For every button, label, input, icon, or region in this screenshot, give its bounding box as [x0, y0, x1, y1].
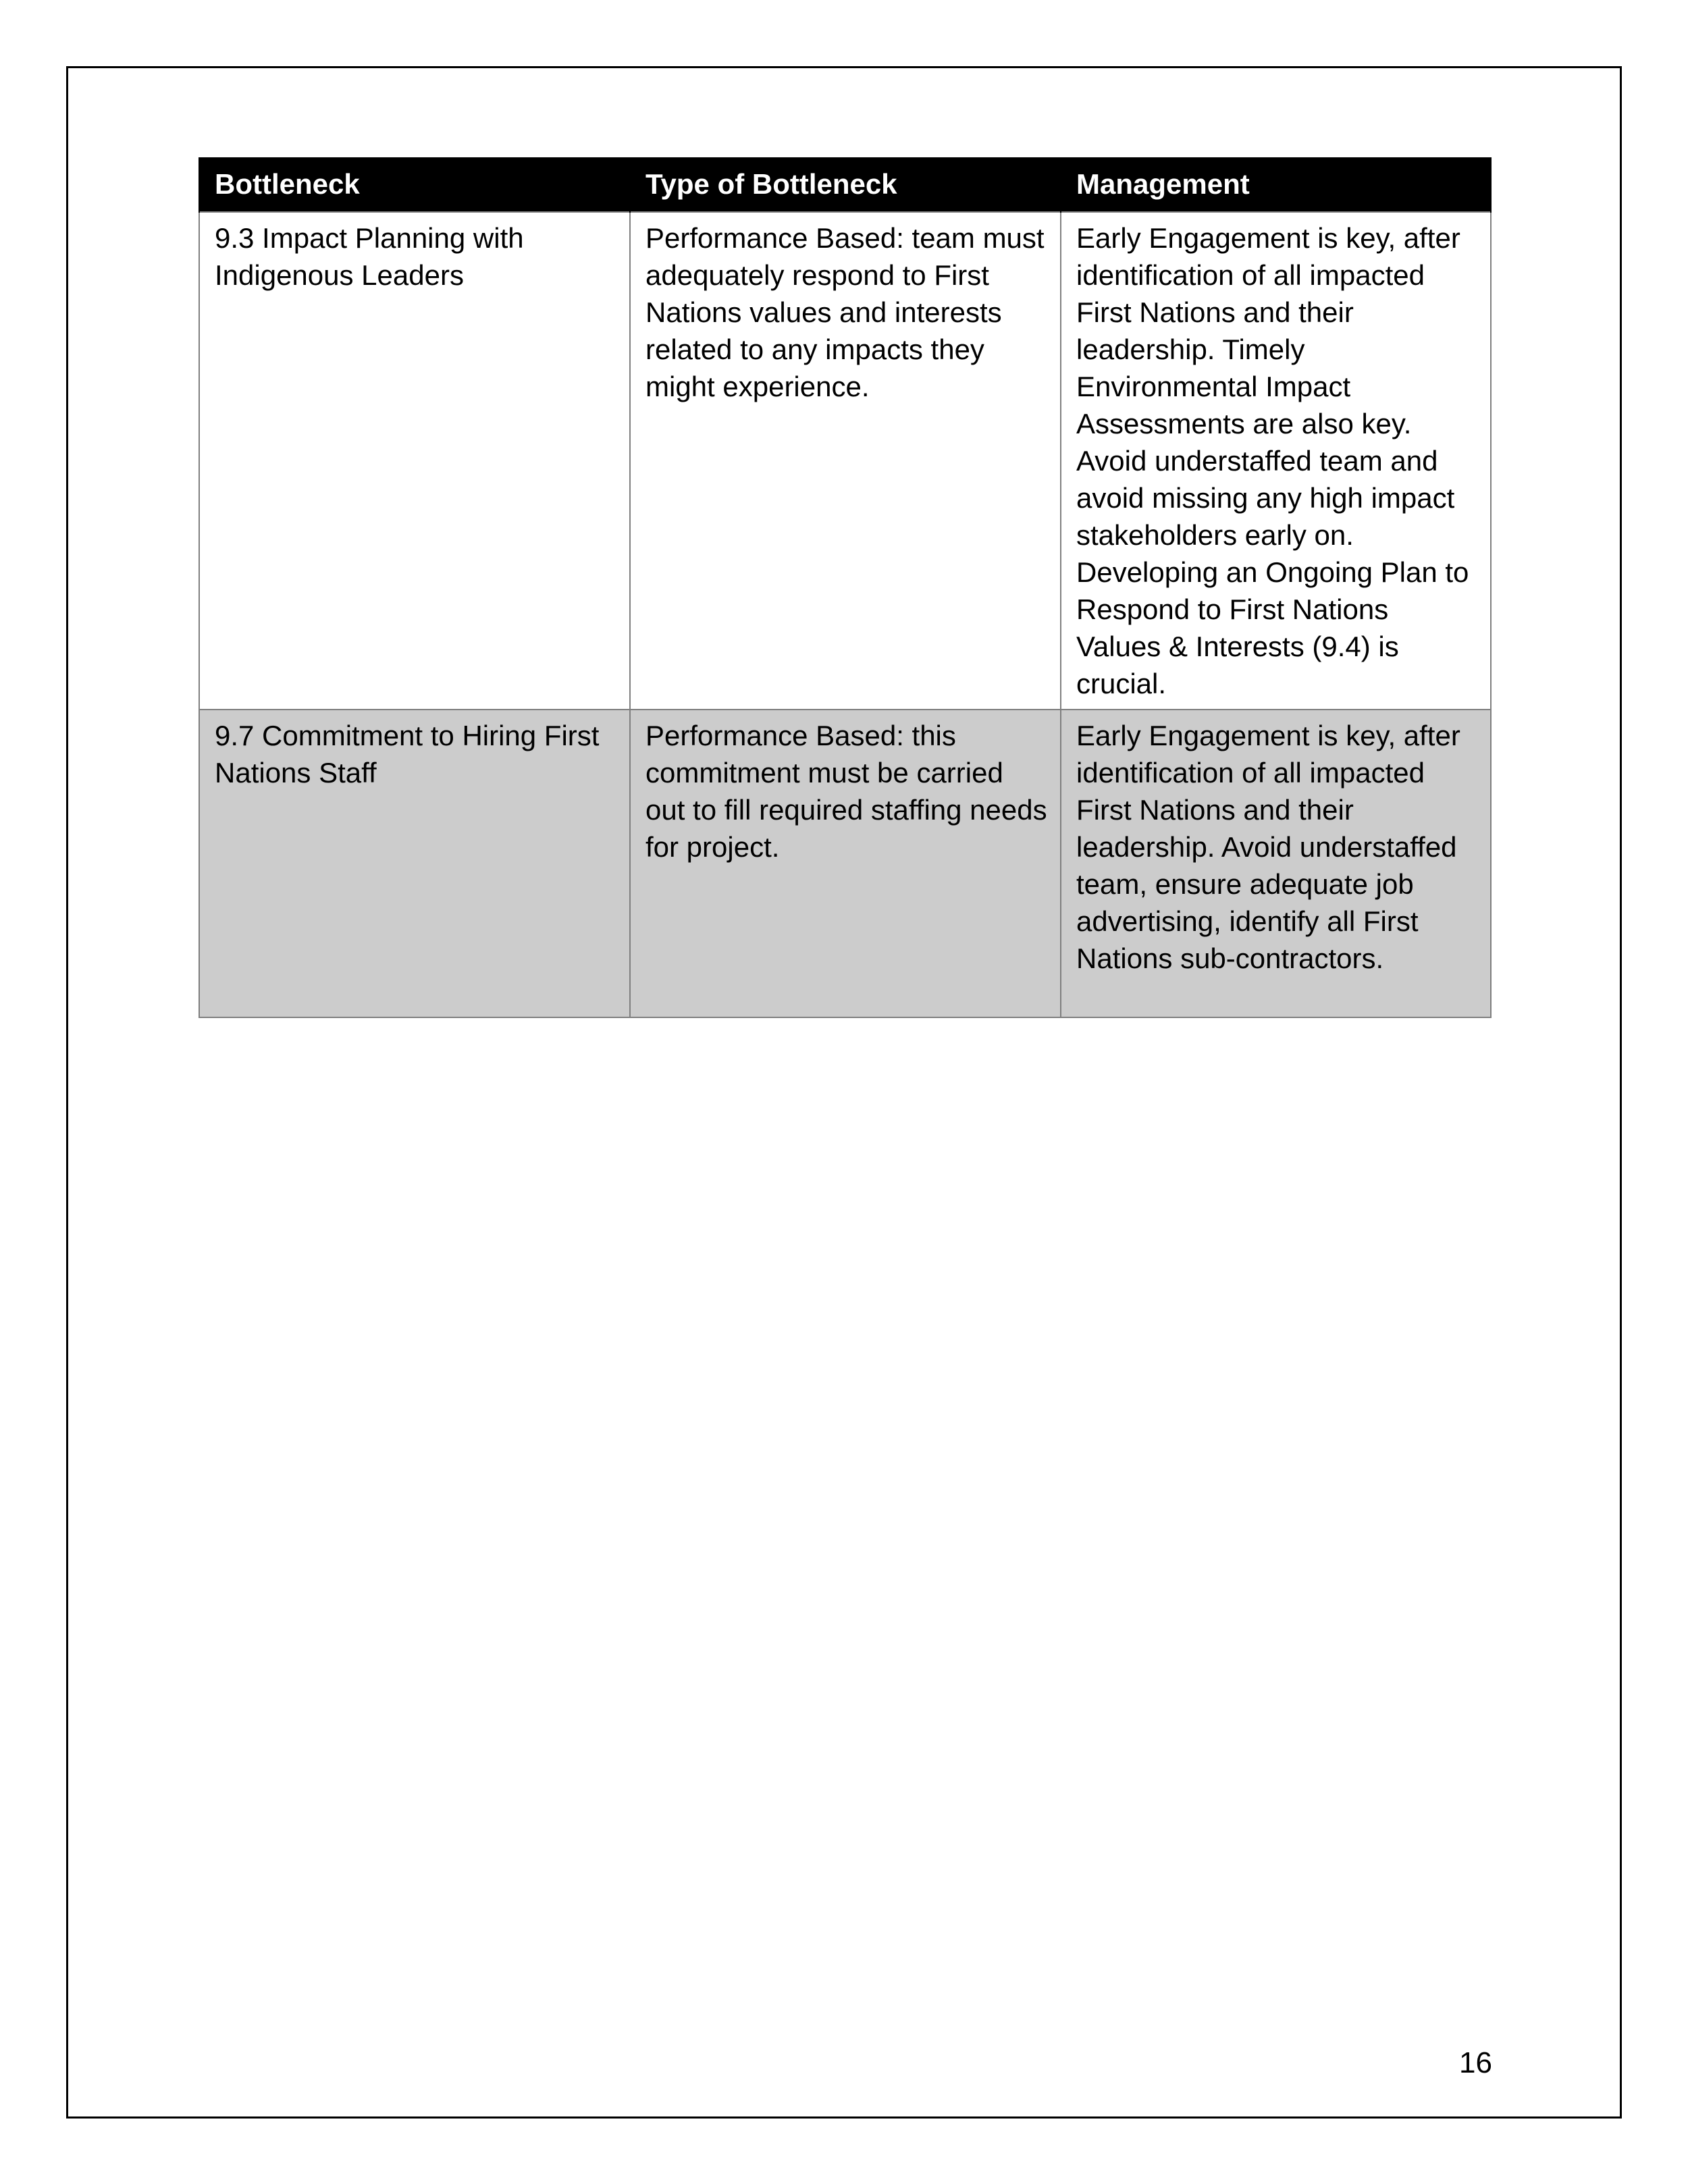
cell-bottleneck: 9.7 Commitment to Hiring First Nations Staff — [199, 710, 630, 1017]
table-row — [199, 212, 1491, 710]
table-header-row — [199, 157, 1491, 212]
cell-management: Early Engagement is key, after identification of all impacted First Nations and their leadership. Timely Environmental Impact Assessments are also key. Avoid understaffed team and avoid missing any high impact stakeholders early on. Developing an Ongoing Plan to Respond to First Nations Values & Interests (9.4) is crucial. — [1061, 212, 1491, 710]
bottleneck-table — [199, 157, 1492, 1018]
cell-type: Performance Based: team must adequately respond to First Nations values and interests related to any impacts they might experience. — [630, 212, 1061, 710]
cell-type: Performance Based: this commitment must be carried out to fill required staffing needs for project. — [630, 710, 1061, 1017]
page-number: 16 — [1459, 2046, 1492, 2079]
header-type-of-bottleneck: Type of Bottleneck — [630, 157, 1061, 212]
table-row — [199, 710, 1491, 1017]
header-bottleneck: Bottleneck — [199, 157, 630, 212]
cell-bottleneck: 9.3 Impact Planning with Indigenous Leaders — [199, 212, 630, 710]
bottleneck-table-container — [199, 157, 1490, 1018]
cell-management: Early Engagement is key, after identification of all impacted First Nations and their leadership. Avoid understaffed team, ensure adequate job advertising, identify all First Nations sub-contractors. — [1061, 710, 1491, 1017]
header-management: Management — [1061, 157, 1491, 212]
